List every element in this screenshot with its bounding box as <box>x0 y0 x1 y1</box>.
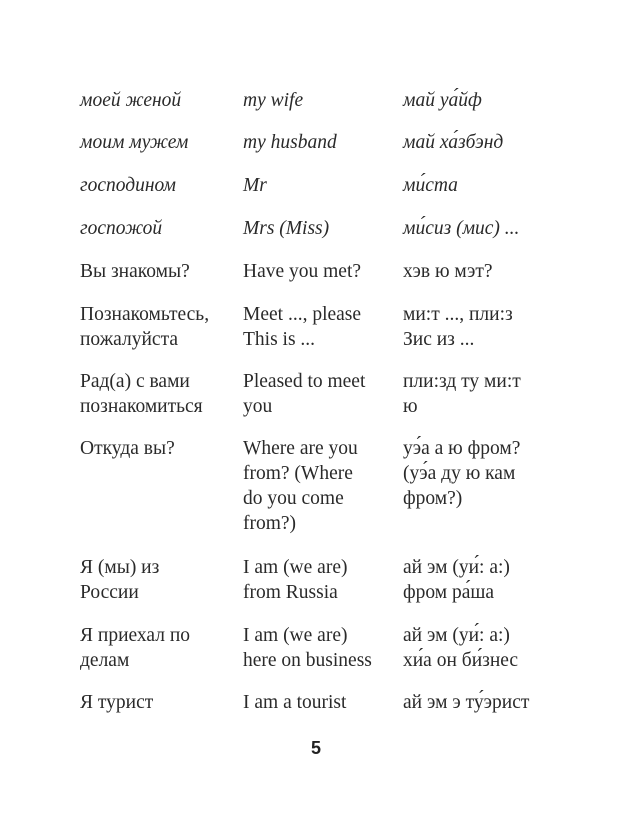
russian-phrase: госпожой <box>80 218 163 239</box>
transcription: уэ́а а ю фром? (уэ́а ду ю кам фром?) <box>403 438 521 509</box>
russian-phrase: Я (мы) из России <box>80 557 160 603</box>
transcription: ай эм (уи́: а:) фром ра́ша <box>403 557 510 603</box>
transcription: хэв ю мэт? <box>403 261 493 282</box>
russian-phrase: Я приехал по делам <box>80 625 191 671</box>
english-phrase: I am a tourist <box>243 692 347 713</box>
english-phrase: Pleased to meet you <box>243 371 366 417</box>
russian-phrase: Познакомьтесь, пожалуйста <box>80 304 210 350</box>
transcription: май уа́йф <box>403 90 482 111</box>
english-phrase: my wife <box>243 90 304 111</box>
page-number: 5 <box>310 738 321 758</box>
transcription: ай эм (уи́: а:) хи́а он би́знес <box>403 625 519 671</box>
transcription: май ха́збэнд <box>403 132 504 153</box>
transcription: ми́сиз (мис) ... <box>403 218 520 239</box>
russian-phrase: Вы знакомы? <box>80 261 190 282</box>
russian-phrase: моим мужем <box>80 132 189 153</box>
russian-phrase: Я турист <box>80 692 154 713</box>
transcription: ми́ста <box>403 175 458 196</box>
english-phrase: my husband <box>243 132 337 153</box>
russian-phrase: моей женой <box>80 90 182 111</box>
english-phrase: I am (we are) from Russia <box>243 557 348 603</box>
russian-phrase: Рад(а) с вами познакомиться <box>80 371 203 417</box>
english-phrase: Where are you from? (Where do you come from?) <box>243 438 358 534</box>
russian-phrase: Откуда вы? <box>80 438 175 459</box>
english-phrase: Mrs (Miss) <box>243 218 330 239</box>
russian-phrase: господином <box>80 175 176 196</box>
english-phrase: Meet ..., please This is ... <box>243 304 362 350</box>
english-phrase: I am (we are) here on business <box>243 625 372 671</box>
english-phrase: Have you met? <box>243 261 362 282</box>
transcription: ми:т ..., пли:з Зис из ... <box>403 304 513 350</box>
transcription: ай эм э ту́эрист <box>403 692 530 713</box>
transcription: пли:зд ту ми:т ю <box>403 371 521 417</box>
english-phrase: Mr <box>243 175 267 196</box>
